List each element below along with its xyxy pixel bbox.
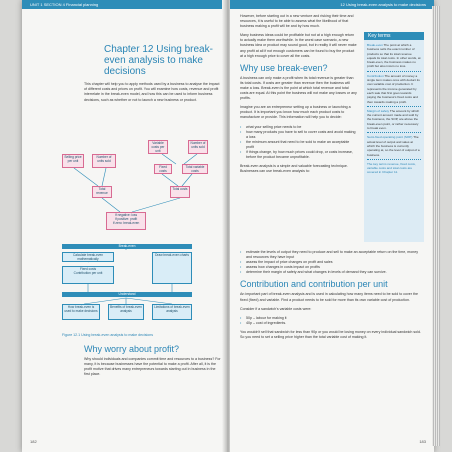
heading-why-use-break-even: Why use break-even? (240, 62, 328, 73)
section-why-worry (84, 340, 222, 381)
list-item: • what your selling price needs to be (240, 125, 358, 130)
list-item: • estimate the levels of output they need to produce and sell to make an acceptable return on the time, money and resources they have input (240, 250, 424, 260)
chapter-intro: This chapter will help you to apply methods used by a business to analyse the impact of different costs and prices on profit. You will examine how costs, revenue and profit interrelate in the break-even model, and how this can be used to inform business decisions, such as whether or not to launch a new business or product. (84, 82, 220, 102)
bullet-list-3 (240, 316, 424, 326)
page-edges (432, 6, 440, 446)
paragraph-8: You wouldn't sell that sandwich for less than 90p or you would be losing money on every individual sandwich sold. So you need to set a selling price higher than the total variable cost of making it. (240, 329, 421, 340)
running-head-right: 12 Using break-even analysis to make decisions (230, 0, 434, 9)
key-terms-box (364, 32, 424, 242)
box-fixed-costs-contribution: Fixed costs Contribution per unit (62, 266, 114, 284)
paragraph-7: Consider if a sandwich's variable costs were: (240, 306, 312, 311)
box-how-break-even-used: How break-even is used to make decisions (62, 304, 100, 320)
key-terms-title: Key terms (364, 32, 424, 40)
key-term-definition: The actual level of output and sales at which the business is currently operating at, so the level of output of a business. (367, 135, 420, 157)
list-item: • 40p – cost of ingredients. (240, 321, 424, 326)
running-head-left: UNIT 1 SECTION 4 Financial planning (22, 0, 226, 9)
heading-why-worry: Why worry about profit? (84, 344, 180, 354)
paragraph-3: A business can only make a profit when its total revenue is greater than its total costs. If costs are greater than revenue then the business will make a loss. Break-even is the point at which total revenue and total costs are equal. At this point the business will not make any losses or any profits. (240, 75, 357, 101)
box-fixed-costs: Fixed costs (154, 164, 172, 174)
box-variable-costs: Variable costs per unit (148, 140, 168, 154)
figure-break-even-flowchart (62, 140, 226, 330)
right-main-column (240, 14, 358, 178)
key-term-definition: The amount by which the current amount made and sold by the business, the SOP, are above the break-even point, or rather necessary to break even. (367, 108, 420, 131)
key-term-entry (367, 135, 421, 156)
bullet-list-2 (240, 250, 424, 275)
box-limitations: Limitations of break-even analysis (152, 304, 192, 320)
list-item: • determine their margin of safety and what changes in levels of demand they can survive. (240, 270, 424, 275)
list-item: • if things change, by how much prices could drop, or costs increase, before the product became unprofitable. (240, 150, 358, 160)
key-term-entry (367, 109, 421, 130)
key-term-note: The key terms revenue, fixed costs, variable costs and total costs are covered in Chapter 11. (367, 161, 416, 175)
chapter-title: Chapter 12 Using break-even analysis to make decisions (104, 44, 213, 77)
right-page (230, 0, 434, 452)
key-term-name: Contribution (367, 73, 384, 78)
paragraph-2: Many business ideas could be profitable but not at a high enough return to actually make them worthwhile. In the worst case scenario, a new business idea or product may sound good, but in reality it will never make any profit at all if not enough customers can be found to buy the product at a high enough price to cover all the costs. (240, 33, 357, 58)
list-item: • assess the impact of price changes on profit and sales (240, 260, 424, 265)
paragraph-why-worry: Why should individuals and companies commit time and resources to a business? For many, it is because businesses have the potential to make a profit. After all, it is the profit motive that drives many entrepreneurs towards starting out in business in the first place. (84, 357, 221, 377)
key-terms-body (364, 40, 424, 178)
key-term-entry (367, 43, 421, 69)
open-book (22, 0, 434, 452)
key-term-name: Semi-fixed operating point (SOP) (367, 135, 413, 140)
box-selling-price: Selling price per unit (62, 154, 84, 168)
box-total-revenue: Total revenue (92, 186, 112, 198)
paragraph-4: Imagine you are an entrepreneur setting up a business or launching a product. It is important you know how much each product costs to manufacture or provide. This information will help you to decide: (240, 105, 351, 120)
box-draw-break-even-charts: Draw break-even charts (152, 252, 192, 284)
bullet-list-1 (240, 125, 358, 161)
paragraph-5: Break-even analysis is a simple and valuable forecasting technique. Businesses can use break-even analysis to: (240, 164, 348, 174)
box-calculate-break-even: Calculate break-even mathematically (62, 252, 114, 262)
left-page (22, 0, 226, 452)
list-item: • assess how changes in costs impact on profits (240, 265, 424, 270)
bar-break-even: Break-even (62, 244, 192, 249)
list-item: • the minimum amount that need to be sold to make an acceptable profit (240, 140, 358, 150)
right-lower-column (240, 250, 424, 344)
box-number-units-sold: Number of units sold (92, 154, 116, 168)
key-term-definition: The amount of money a single item makes once with deduct its own variable cost of production. It represents the income generated by each sale that first goes towards paying the business's fixed costs and then towards making a profit. (367, 73, 420, 104)
bar-understand: Understand (62, 292, 192, 297)
heading-contribution: Contribution and contribution per unit (240, 279, 388, 290)
list-item: • how many products you have to sell to cover costs and avoid making a loss (240, 130, 358, 140)
box-number-units-sold-top: Number of units sold (188, 140, 208, 154)
page-number-left: 182 (30, 439, 37, 444)
list-item: • 50p – labour for making it (240, 316, 424, 321)
figure-caption: Figure 12.1 Using break-even analysis to make decisions (62, 333, 154, 337)
key-term-name: Break-even (367, 43, 383, 47)
page-number-right: 183 (419, 439, 426, 444)
paragraph-6: An important part of break-even analysis and is used in calculating how many items need to be sold to cover the fixed (fixed) and variable. Find a product needs to be sold for more than its own variable cost of production. (240, 292, 418, 302)
key-term-entry (367, 74, 421, 104)
key-term-definition: The point at which a business sells the exact number of products so that its total revenue equals its total costs. In other words, at break-even, the business makes no profit but also incurs no loss. (367, 43, 421, 69)
box-benefits: Benefits of break-even analysis (108, 304, 144, 320)
box-total-variable-costs: Total variable costs (182, 164, 208, 174)
paragraph-1: However, before starting out in a new venture and risking their time and resources, it is useful to be able to assess what the likelihood of that business making a profit will be and by how much. (240, 14, 354, 29)
key-term-name: Margin of safety (367, 108, 390, 113)
box-profit-loss-result: If negative: loss If positive: profit If zero: break-even (106, 212, 146, 230)
box-total-costs: Total costs (170, 186, 190, 198)
